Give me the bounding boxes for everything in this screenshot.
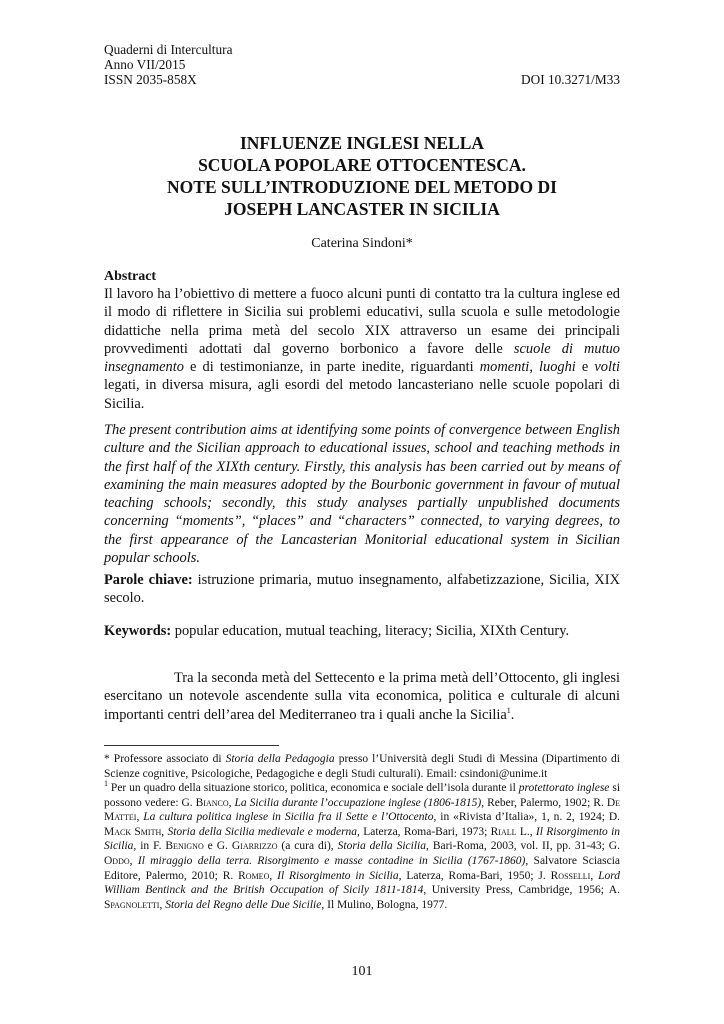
- abstract-emphasis: luoghi: [539, 359, 576, 376]
- footnote-text: , Reber, Palermo, 1902; R.: [481, 796, 607, 809]
- journal-doi: DOI 10.3271/M33: [521, 72, 620, 87]
- footnote-emphasis: Storia del Regno delle Due Sicilie: [165, 898, 322, 911]
- title-line: NOTE SULL’INTRODUZIONE DEL METODO DI: [167, 177, 557, 197]
- footnote-text: L.,: [516, 825, 536, 838]
- footnote-text: ,: [161, 825, 168, 838]
- abstract-text: e di testimonianze, in parte inedite, riguardanti: [183, 359, 480, 376]
- footnote-1: [104, 781, 620, 912]
- author-smallcaps: Bianco: [195, 796, 229, 809]
- footnote-emphasis: Storia della Sicilia: [337, 840, 426, 853]
- abstract-text: e: [575, 359, 595, 376]
- footnote-text: , Salvatore Sciascia Editore, Palermo, 2010; R.: [104, 854, 621, 882]
- body-text: Tra la seconda metà del Settecento e la prima metà dell’Ottocento, gli inglesi esercitano un notevole ascendente sulla vita economica, politica e culturale di alcuni importanti centri dell’area del Mediterraneo tra i quali anche la Sicilia: [104, 670, 620, 723]
- footnote-emphasis: Lord William Bentinck and the British Occupation of Sicily 1811-1814: [104, 869, 621, 897]
- footnote-emphasis: Storia della Sicilia medievale e moderna: [167, 825, 358, 838]
- footnote-text: , Il Mulino, Bologna, 1977.: [321, 898, 448, 911]
- abstract-emphasis: scuole di mutuo insegnamento: [104, 340, 620, 376]
- footnote-text: ,: [129, 854, 138, 867]
- journal-name: Quaderni di Intercultura: [104, 42, 233, 57]
- author-smallcaps: Oddo: [104, 854, 130, 867]
- abstract-text: ,: [529, 359, 540, 376]
- abstract-english: The present contribution aims at identifying some points of convergence between English culture and the Sicilian approach to educational issues, school and teaching methods in the first half of the XIXth century. Firstly, this analysis has been carried out by means of examining the main measures adopted by the Bourbonic government in favour of mutual teaching schools; secondly, this study analyses partially unpublished documents concerning “moments”, “places” and “characters” connected, to varying degrees, to the first appearance of the Lancasterian Monitorial educational system in Sicilian popular schools.: [104, 422, 620, 567]
- journal-issn: ISSN 2035-858X: [104, 72, 197, 87]
- keywords-text: istruzione primaria, mutuo insegnamento, alfabetizzazione, Sicilia, XIX secolo.: [104, 572, 620, 607]
- footnote-text: , in «Rivista d’Italia», 1, n. 2, 1924; D.: [433, 811, 621, 824]
- footnote-text: * Professore associato di: [104, 753, 226, 765]
- body-paragraph: [104, 669, 620, 724]
- footnote-emphasis: La Sicilia durante l’occupazione inglese (1806-1815): [234, 796, 482, 809]
- keywords-label: Keywords:: [104, 623, 172, 639]
- author-smallcaps: Riall: [490, 825, 517, 838]
- author-smallcaps: Mack Smith: [104, 825, 162, 838]
- body-text: .: [510, 706, 515, 723]
- abstract-italian: [104, 285, 620, 413]
- footnote-text: , Laterza, Roma-Bari, 1950; J.: [398, 869, 551, 882]
- footnote-text: , Laterza, Roma-Bari, 1973;: [357, 825, 491, 838]
- footnote-text: ,: [590, 869, 599, 882]
- abstract-emphasis: momenti: [479, 359, 530, 376]
- article-title: [104, 132, 620, 220]
- footnote-text: e G.: [203, 840, 232, 853]
- author-smallcaps: De Mattei: [104, 796, 621, 824]
- footnote-emphasis: Il miraggio della terra. Risorgimento e masse contadine in Sicilia (1767-1860): [137, 854, 526, 867]
- footnote-text: si possono vedere: G.: [104, 782, 621, 809]
- title-line: JOSEPH LANCASTER IN SICILIA: [224, 199, 500, 219]
- running-header: [104, 42, 620, 87]
- footnote-text: ,: [269, 869, 278, 882]
- journal-year: Anno VII/2015: [104, 57, 186, 72]
- footnote-author: [104, 752, 620, 781]
- author-smallcaps: Rosselli: [550, 869, 591, 882]
- footnote-emphasis: protettorato inglese: [518, 782, 610, 794]
- author-smallcaps: Romeo: [238, 869, 270, 882]
- footnote-text: ,: [228, 796, 235, 809]
- title-line: INFLUENZE INGLESI NELLA: [239, 133, 485, 153]
- footnote-text: , Bari-Roma, 2003, vol. II, pp. 31-43; G.: [426, 840, 620, 853]
- author-smallcaps: Spagnoletti: [104, 898, 160, 911]
- author-smallcaps: Benigno: [165, 840, 204, 853]
- keywords-italian: [104, 571, 620, 608]
- author-smallcaps: Giarrizzo: [231, 840, 278, 853]
- page-number: 101: [351, 964, 373, 979]
- abstract-emphasis: volti: [594, 359, 620, 376]
- title-line: SCUOLA POPOLARE OTTOCENTESCA.: [198, 155, 526, 175]
- footnote-ref[interactable]: 1: [506, 705, 511, 715]
- footnote-text: , in F.: [133, 840, 166, 853]
- footnote-text: , University Press, Cambridge, 1956; A.: [423, 884, 620, 897]
- keywords-label: Parole chiave:: [104, 572, 193, 588]
- footnote-emphasis: La cultura politica inglese in Sicilia fra il Sette e l’Ottocento: [143, 811, 434, 824]
- footnote-text: presso l’Università degli Studi di Messina (Dipartimento di Scienze cognitive, Psicologiche, Pedagogiche e degli Studi culturali). Email: csindoni@unime.it: [104, 753, 620, 780]
- abstract-text: legati, in diversa misura, agli esordi del metodo lancasteriano nelle scuole popolari di Sicilia.: [104, 377, 620, 412]
- footnote-text: Per un quadro della situazione storico, politica, economica e sociale dell’isola durante il: [108, 782, 519, 794]
- abstract-text: Il lavoro ha l’obiettivo di mettere a fuoco alcuni punti di contatto tra la cultura inglese ed il modo di riflettere in Sicilia sui problemi educativi, sulla scuola e sulle metodologie didattiche nella prima metà del secolo XIX attraverso un esame dei principali provvedimenti adottati dal governo borbonico a favore delle: [104, 286, 620, 357]
- abstract-heading: Abstract: [104, 269, 157, 284]
- author-name: Caterina Sindoni*: [311, 236, 413, 251]
- footnote-text: ,: [136, 811, 144, 824]
- keywords-english: [104, 622, 620, 640]
- keywords-text: popular education, mutual teaching, literacy; Sicilia, XIXth Century.: [171, 623, 570, 639]
- footnote-number: 1: [104, 779, 108, 789]
- footnote-text: ,: [159, 898, 166, 911]
- footnote-emphasis: Il Risorgimento in Sicilia: [104, 825, 621, 853]
- footnote-emphasis: Il Risorgimento in Sicilia: [277, 869, 399, 882]
- footnote-emphasis: Storia della Pedagogia: [225, 753, 335, 765]
- footnote-text: (a cura di),: [277, 840, 338, 853]
- footnote-divider: [104, 745, 279, 746]
